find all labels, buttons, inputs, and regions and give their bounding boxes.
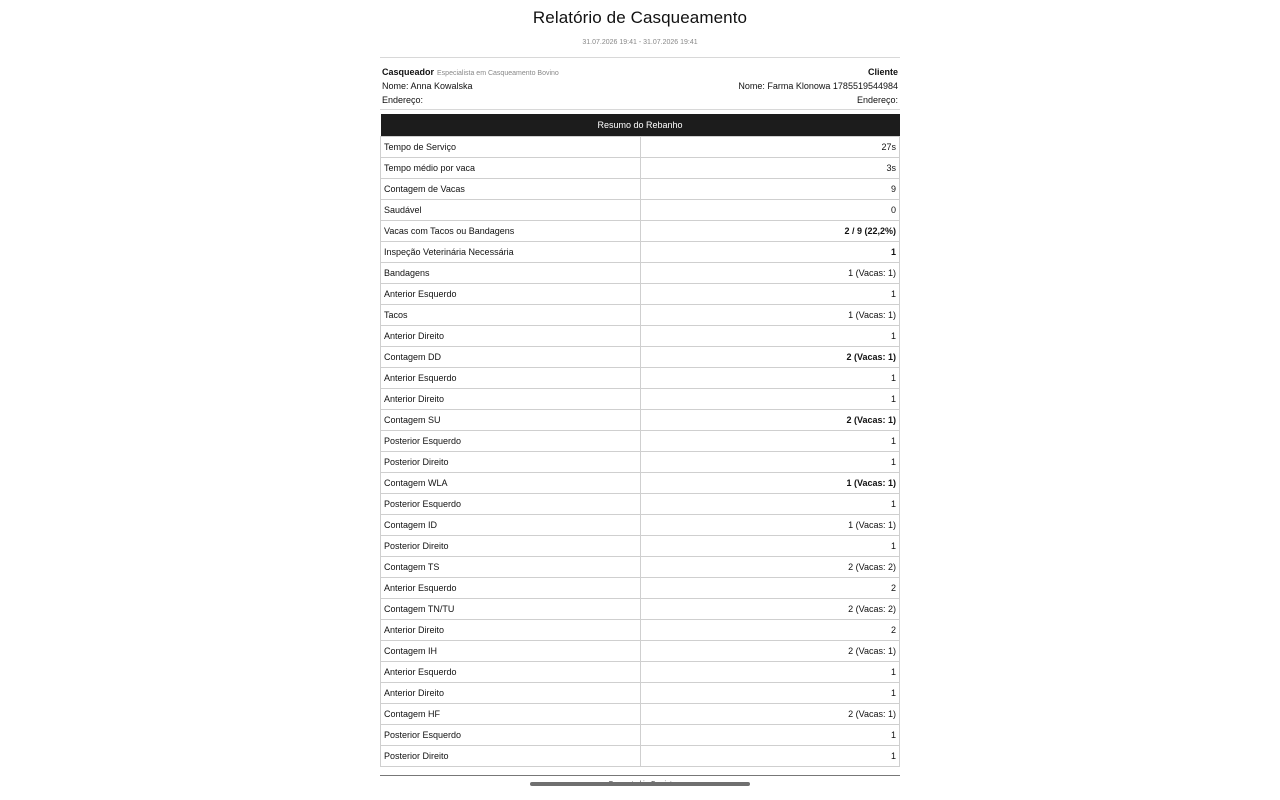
row-label: Posterior Esquerdo — [381, 431, 641, 452]
table-row — [381, 221, 900, 242]
row-value: 1 — [640, 725, 900, 746]
divider — [380, 57, 900, 58]
row-value: 2 (Vacas: 2) — [640, 557, 900, 578]
row-value: 1 (Vacas: 1) — [640, 305, 900, 326]
row-value: 2 (Vacas: 1) — [640, 704, 900, 725]
row-value: 2 (Vacas: 1) — [640, 410, 900, 431]
divider — [380, 109, 900, 110]
row-label: Contagem DD — [381, 347, 641, 368]
table-row — [381, 494, 900, 515]
divider — [380, 775, 900, 776]
row-label: Contagem HF — [381, 704, 641, 725]
table-row — [381, 347, 900, 368]
table-row — [381, 536, 900, 557]
row-label: Anterior Esquerdo — [381, 578, 641, 599]
table-row — [381, 662, 900, 683]
row-value: 2 — [640, 620, 900, 641]
parties-info — [380, 65, 900, 107]
client-address: Endereço: — [856, 95, 898, 105]
table-row — [381, 704, 900, 725]
row-label: Posterior Direito — [381, 746, 641, 767]
table-row — [381, 515, 900, 536]
client-info — [738, 65, 898, 107]
row-value: 2 (Vacas: 1) — [640, 641, 900, 662]
row-value: 1 — [640, 494, 900, 515]
row-label: Tempo médio por vaca — [381, 158, 641, 179]
table-row — [381, 557, 900, 578]
row-label: Tacos — [381, 305, 641, 326]
row-value: 2 / 9 (22,2%) — [640, 221, 900, 242]
table-row — [381, 200, 900, 221]
row-value: 1 — [640, 452, 900, 473]
row-label: Bandagens — [381, 263, 641, 284]
table-row — [381, 305, 900, 326]
row-label: Contagem WLA — [381, 473, 641, 494]
row-label: Anterior Esquerdo — [381, 368, 641, 389]
trimmer-name: Nome: Anna Kowalska — [382, 81, 473, 91]
table-row — [381, 158, 900, 179]
row-value: 2 — [640, 578, 900, 599]
table-row — [381, 473, 900, 494]
table-row — [381, 599, 900, 620]
client-heading: Cliente — [867, 67, 898, 77]
table-row — [381, 179, 900, 200]
row-label: Anterior Direito — [381, 389, 641, 410]
row-label: Vacas com Tacos ou Bandagens — [381, 221, 641, 242]
row-label: Anterior Direito — [381, 620, 641, 641]
table-row — [381, 242, 900, 263]
herd-summary-body — [381, 137, 900, 767]
row-label: Posterior Direito — [381, 452, 641, 473]
row-value: 1 (Vacas: 1) — [640, 515, 900, 536]
row-value: 1 — [640, 326, 900, 347]
table-row — [381, 368, 900, 389]
row-label: Anterior Direito — [381, 326, 641, 347]
row-label: Saudável — [381, 200, 641, 221]
row-value: 1 — [640, 662, 900, 683]
table-row — [381, 284, 900, 305]
row-value: 1 — [640, 368, 900, 389]
row-value: 0 — [640, 200, 900, 221]
trimmer-address: Endereço: — [382, 95, 424, 105]
table-row — [381, 725, 900, 746]
table-row — [381, 578, 900, 599]
row-label: Contagem de Vacas — [381, 179, 641, 200]
table-row — [381, 641, 900, 662]
row-label: Posterior Direito — [381, 536, 641, 557]
row-label: Contagem TS — [381, 557, 641, 578]
table-row — [381, 263, 900, 284]
row-value: 2 (Vacas: 2) — [640, 599, 900, 620]
table-header-row — [381, 114, 900, 137]
table-row — [381, 683, 900, 704]
table-row — [381, 452, 900, 473]
row-label: Anterior Esquerdo — [381, 284, 641, 305]
table-row — [381, 326, 900, 347]
row-value: 3s — [640, 158, 900, 179]
row-label: Contagem ID — [381, 515, 641, 536]
row-label: Anterior Esquerdo — [381, 662, 641, 683]
row-label: Inspeção Veterinária Necessária — [381, 242, 641, 263]
row-value: 1 — [640, 389, 900, 410]
row-value: 9 — [640, 179, 900, 200]
row-label: Contagem TN/TU — [381, 599, 641, 620]
table-row — [381, 620, 900, 641]
row-value: 1 — [640, 242, 900, 263]
table-row — [381, 746, 900, 767]
row-label: Contagem SU — [381, 410, 641, 431]
herd-summary-header: Resumo do Rebanho — [381, 114, 900, 137]
report-date-range: 31.07.2026 19:41 - 31.07.2026 19:41 — [582, 39, 698, 46]
table-row — [381, 410, 900, 431]
herd-summary-table — [380, 114, 900, 767]
row-value: 1 — [640, 431, 900, 452]
trimmer-heading: Casqueador — [382, 67, 435, 77]
row-value: 1 (Vacas: 1) — [640, 263, 900, 284]
home-indicator[interactable] — [530, 782, 750, 786]
row-value: 1 — [640, 284, 900, 305]
row-value: 2 (Vacas: 1) — [640, 347, 900, 368]
row-label: Posterior Esquerdo — [381, 494, 641, 515]
trimmer-info — [382, 65, 559, 107]
row-value: 1 — [640, 746, 900, 767]
row-value: 1 — [640, 536, 900, 557]
table-row — [381, 389, 900, 410]
row-value: 1 — [640, 683, 900, 704]
row-label: Contagem IH — [381, 641, 641, 662]
row-value: 27s — [640, 137, 900, 158]
row-label: Posterior Esquerdo — [381, 725, 641, 746]
row-label: Tempo de Serviço — [381, 137, 641, 158]
table-row — [381, 137, 900, 158]
row-label: Anterior Direito — [381, 683, 641, 704]
report-title: Relatório de Casqueamento — [532, 8, 748, 27]
table-row — [381, 431, 900, 452]
trimmer-subtitle: Especialista em Casqueamento Bovino — [437, 70, 559, 77]
row-value: 1 (Vacas: 1) — [640, 473, 900, 494]
client-name: Nome: Farma Klonowa 1785519544984 — [738, 81, 898, 91]
